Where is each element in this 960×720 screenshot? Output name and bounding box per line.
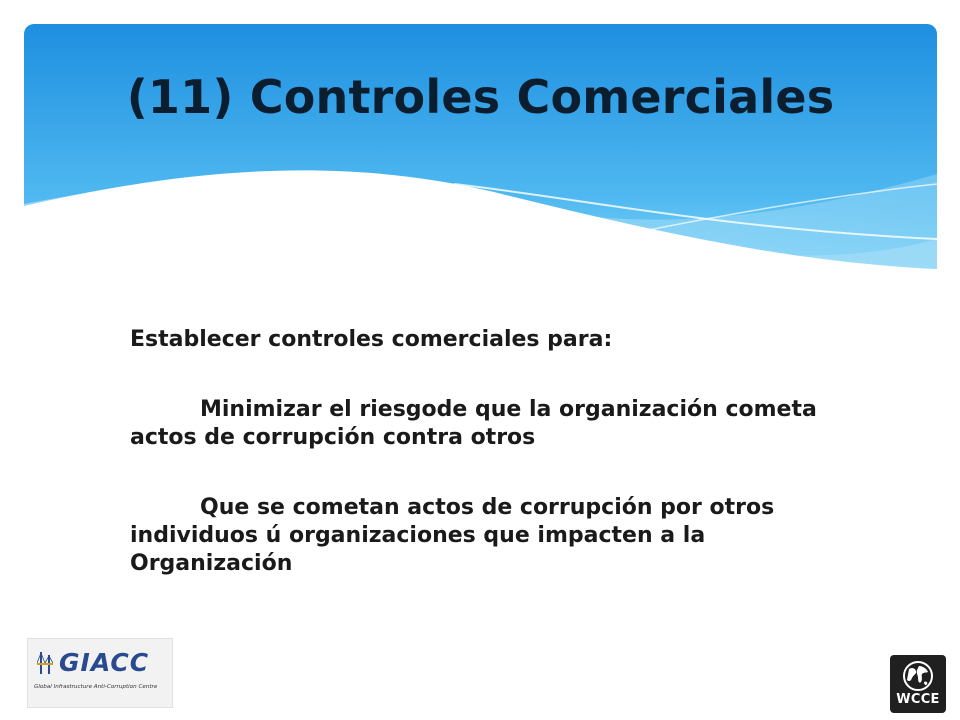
wcce-logo xyxy=(890,655,946,713)
wave-decoration xyxy=(24,24,937,269)
bridge-icon xyxy=(37,652,53,674)
page-title: (11) Controles Comerciales xyxy=(126,70,835,124)
bullet-item: Minimizar el riesgode que la organización cometa actos de corrupción contra otros xyxy=(130,397,817,450)
giacc-logo xyxy=(27,638,173,708)
bullet-item: Que se cometan actos de corrupción por otros individuos ú organizaciones que impacten a la Organización xyxy=(130,495,775,576)
slide-body xyxy=(130,326,850,620)
intro-text: Establecer controles comerciales para: xyxy=(130,327,613,352)
giacc-name: GIACC xyxy=(59,648,150,677)
header-banner xyxy=(24,24,937,269)
wcce-name: WCCE xyxy=(896,692,940,707)
globe-icon xyxy=(902,660,934,692)
giacc-subtitle: Global Infrastructure Anti-Corruption Centre xyxy=(34,684,158,690)
